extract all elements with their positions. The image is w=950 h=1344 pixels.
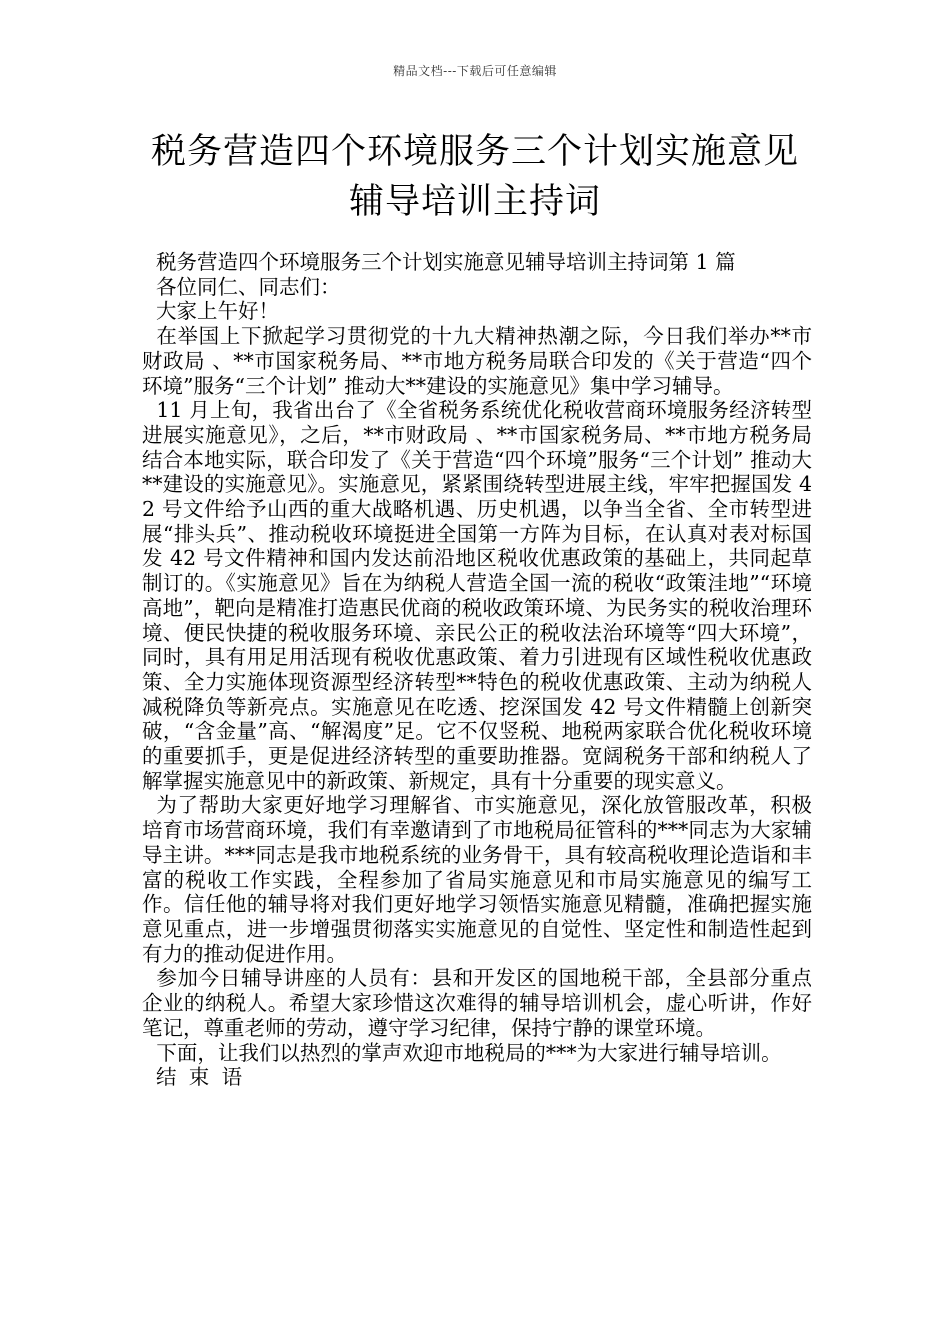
paragraph: 参加今日辅导讲座的人员有：县和开发区的国地税干部，全县部分重点企业的纳税人。希望大家珍惜这次难得的辅导培训机会，虚心听讲，作好笔记，尊重老师的劳动，遵守学习纪律，保持宁静的课堂环境。 (142, 966, 812, 1040)
document-title-line2: 辅导培训主持词 (348, 182, 601, 222)
section-heading: 税务营造四个环境服务三个计划实施意见辅导培训主持词第 1 篇 (156, 250, 736, 274)
closing-heading: 结束语 (156, 1065, 255, 1090)
paragraph: 下面，让我们以热烈的掌声欢迎市地税局的***为大家进行辅导培训。 (156, 1040, 782, 1065)
header-note: 精品文档---下载后可任意编辑 (393, 64, 557, 78)
paragraph: 在举国上下掀起学习贯彻党的十九大精神热潮之际，今日我们举办**市财政局 、**市国家税务局、**市地方税务局联合印发的《关于营造“四个环境”服务“三个计划” 推动大**建设的实施意见》集中学习辅导。 (142, 324, 812, 398)
salutation: 各位同仁、同志们： (156, 274, 341, 299)
document-title-line1: 税务营造四个环境服务三个计划实施意见 (150, 132, 799, 172)
greeting: 大家上午好！ (156, 299, 279, 324)
paragraph: 为了帮助大家更好地学习理解省、市实施意见，深化放管服改革，积极培育市场营商环境，我们有幸邀请到了市地税局征管科的***同志为大家辅导主讲。***同志是我市地税系统的业务骨干，具有较高税收理论造诣和丰富的税收工作实践，全程参加了省局实施意见和市局实施意见的编写工作。信任他的辅导将对我们更好地学习领悟实施意见精髓，准确把握实施意见重点，进一步增强贯彻落实实施意见的自觉性、坚定性和制造性起到有力的推动促进作用。 (142, 793, 812, 966)
paragraph: 11 月上旬，我省出台了《全省税务系统优化税收营商环境服务经济转型进展实施意见》，之后，**市财政局 、**市国家税务局、**市地方税务局结合本地实际，联合印发了《关于营造“四个环境”服务“三个计划” 推动大**建设的实施意见》。实施意见，紧紧围绕转型进展主线，牢牢把握国发 42 号文件给予山西的重大战略机遇、历史机遇，以争当全省、全市转型进展“排头兵”、推动税收环境挺进全国第一方阵为目标，在认真对表对标国发 42 号文件精神和国内发达前沿地区税收优惠政策的基础上，共同起草制订的。《实施意见》旨在为纳税人营造全国一流的税收“政策洼地”“环境高地”，靶向是精准打造惠民优商的税收政策环境、为民务实的税收治理环境、便民快捷的税收服务环境、亲民公正的税收法治环境等“四大环境”，同时，具有用足用活现有税收优惠政策、着力引进现有区域性税收优惠政策、全力实施体现资源型经济转型**特色的税收优惠政策、主动为纳税人减税降负等新亮点。实施意见在吃透、挖深国发 42 号文件精髓上创新突破，“含金量”高、“解渴度”足。它不仅竖税、地税两家联合优化税收环境的重要抓手，更是促进经济转型的重要助推器。宽阔税务干部和纳税人了解掌握实施意见中的新政策、新规定，具有十分重要的现实意义。 (142, 398, 812, 793)
document-body (142, 250, 812, 1090)
